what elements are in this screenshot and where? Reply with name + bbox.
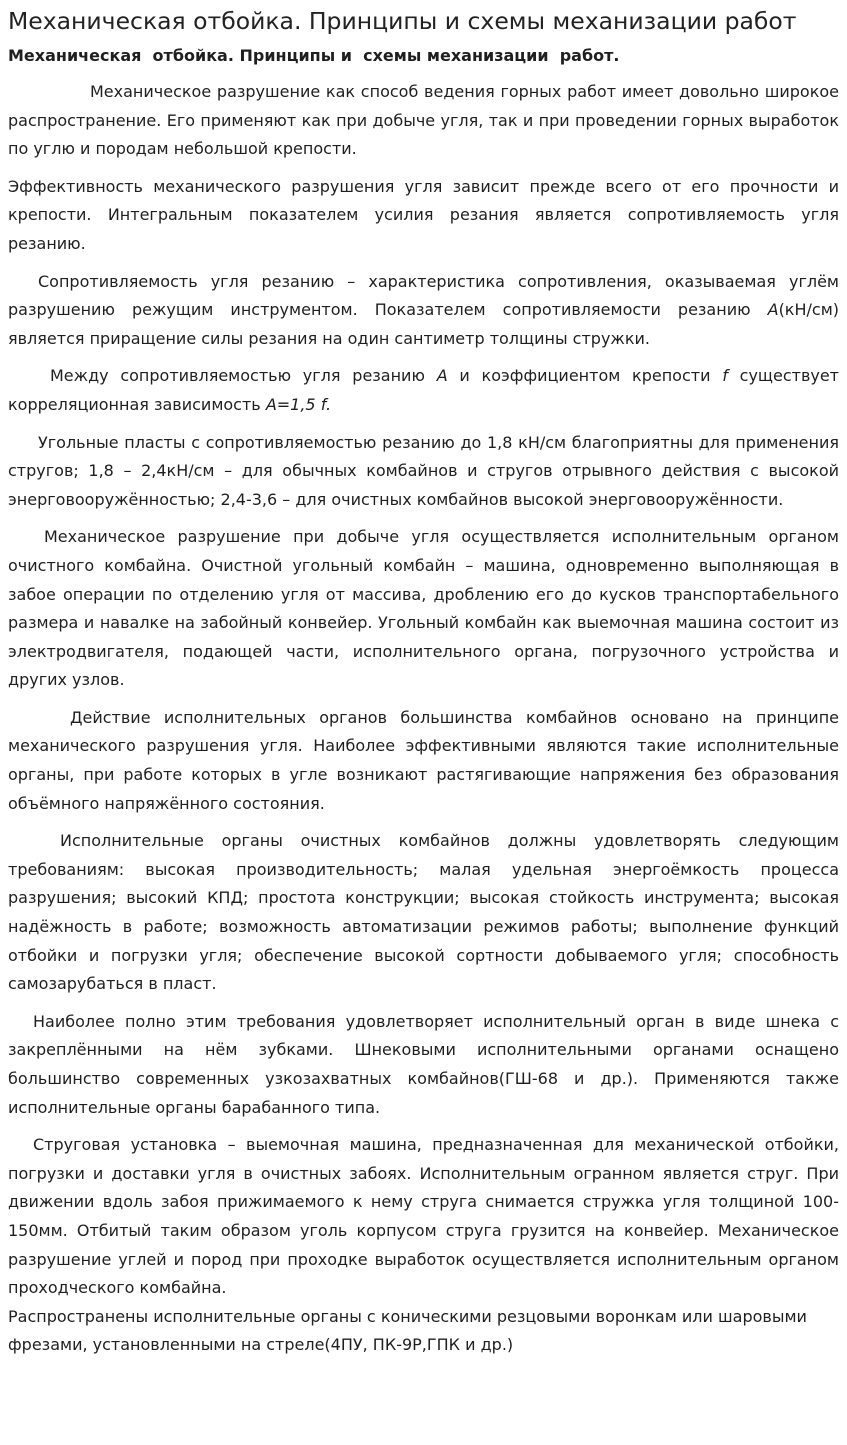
paragraph-mechanical-destruction: Механическое разрушение при добыче угля осуществляется исполнительным органом очистного комбайна. Очистной угольный комбайн – машина, одновременно выполняющая в забое операции по отделению угля от массива, дроблению его до кусков транспортабельного размера и навалке на забойный конвейер. Угольный комбайн как выемочная машина состоит из электродвигателя, подающей части, исполнительного органа, погрузочного устройства и других узлов. <box>8 527 839 690</box>
paragraph-plough: Струговая установка – выемочная машина, предназначенная для механической отбойки, погрузки и доставки угля в очистных забоях. Исполнительным огранном является струг. При движении вдоль забоя прижимаемого к нему струга снимается стружка угля толщиной 100-150мм. Отбитый таким образом уголь корпусом струга грузится на конвейер. Механическое разрушение углей и пород при проходке выработок осуществляется исполнительным органом проходческого комбайна. <box>8 1135 839 1298</box>
paragraph-text: Сопротивляемость угля резанию – характеристика сопротивления, оказываемая углём разрушению режущим инструментом. Показателем сопротивляемости резанию <box>8 271 839 320</box>
paragraph-efficiency: Эффективность механического разрушения угля зависит прежде всего от его прочности и крепости. Интегральным показателем усилия резания является сопротивляемость угля резанию. <box>8 176 839 253</box>
paragraph-text: и коэффициентом крепости <box>447 366 723 386</box>
paragraph-cutting-resistance <box>8 268 839 354</box>
paragraph-auger: Наиболее полно этим требования удовлетворяет исполнительный орган в виде шнека с закреплёнными на нём зубками. Шнековыми исполнительными органами оснащено большинство современных узкозахватных комбайнов(ГШ-68 и др.). Применяются также исполнительные органы барабанного типа. <box>8 1011 839 1117</box>
paragraph-coal-seams: Угольные пласты с сопротивляемостью резанию до 1,8 кН/см благоприятны для применения стругов; 1,8 – 2,4кН/см – для обычных комбайнов и стругов отрывного действия с высокой энерговооружённостью; 2,4-3,6 – для очистных комбайнов высокой энерговооружённости. <box>8 432 839 509</box>
symbol-a: А <box>767 300 779 320</box>
paragraph-text: Между сопротивляемостью угля резанию <box>50 366 437 386</box>
paragraph-correlation <box>8 362 839 419</box>
symbol-f: f <box>722 366 728 386</box>
paragraph-executive-organs: Действие исполнительных органов большинства комбайнов основано на принципе механического разрушения угля. Наиболее эффективными являются такие исполнительные органы, при работе которых в угле возникают растягивающие напряжения без образования объёмного напряжённого состояния. <box>8 707 839 813</box>
formula: A=1,5 f. <box>265 394 332 414</box>
paragraph-text: (кН/см) является приращение силы резания на один сантиметр толщины стружки. <box>8 300 839 348</box>
page-title: Механическая отбойка. Принципы и схемы механизации работ <box>8 7 797 35</box>
paragraph-cutting-heads: Распространены исполнительные органы с коническими резцовыми воронкам или шаровыми фрезами, установленными на стреле(4ПУ, ПК-9Р,ГПК и др.) <box>8 1306 807 1355</box>
symbol-a: А <box>436 366 448 386</box>
paragraph-requirements: Исполнительные органы очистных комбайнов должны удовлетворять следующим требованиям: высокая производительность; малая удельная энергоёмкость процесса разрушения; высокий КПД; простота конструкции; высокая стойкость инструмента; высокая надёжность в работе; возможность автоматизации режимов работы; выполнение функций отбойки и погрузки угля; обеспечение высокой сортности добываемого угля; способность самозарубаться в пласт. <box>8 831 839 994</box>
paragraph-text: существует корреляционная зависимость <box>8 366 840 414</box>
paragraph-intro: Механическое разрушение как способ ведения горных работ имеет довольно широкое распространение. Его применяют как при добыче угля, так и при проведении горных выработок по углю и породам небольшой крепости. <box>8 82 839 159</box>
document-heading: Механическая отбойка. Принципы и схемы механизации работ. <box>8 46 620 65</box>
